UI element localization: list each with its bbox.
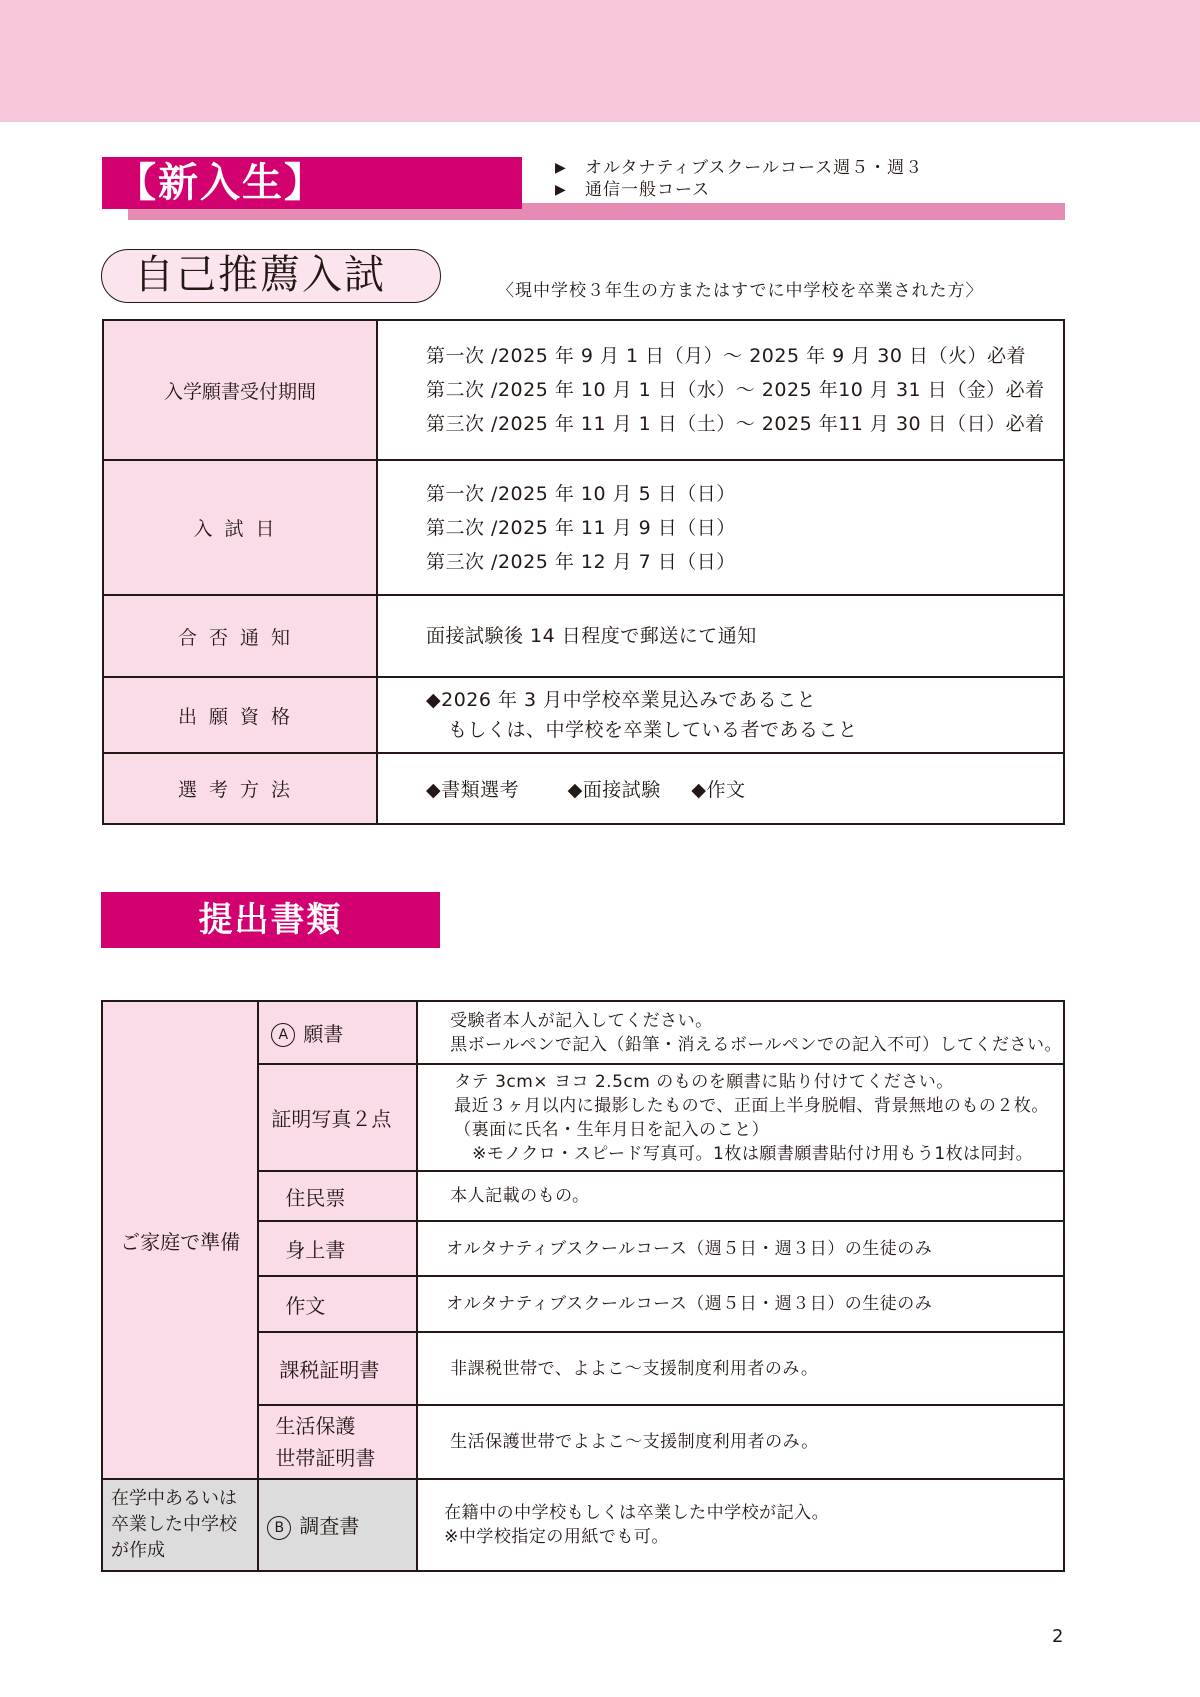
table-row [103,595,1064,677]
doc-name-text: 調査書 [299,1514,360,1539]
section-label-new-students: 【新入生】 [102,157,522,209]
course-name: 通信一般コース [585,180,711,200]
exam-date-line: 第一次 /2025 年 10 月 5 日（日） [426,482,736,505]
doc-desc [417,1479,1064,1571]
doc-name [258,1001,417,1064]
group-home-prepared: ご家庭で準備 [102,1001,258,1479]
row-label: 入学願書受付期間 [103,320,377,460]
triangle-bullet-icon: ▶ [555,182,567,198]
circled-a-icon: A [271,1023,295,1047]
exam-title: 自己推薦入試 [101,249,441,303]
documents-table [101,1000,1065,1572]
exam-date-line: 第三次 /2025 年 12 月 7 日（日） [426,550,736,573]
doc-name: 証明写真２点 [258,1064,417,1171]
table-row [103,753,1064,824]
row-label: 入試日 [103,460,377,595]
doc-desc-line: （裏面に氏名・生年月日を記入のこと） [454,1119,770,1140]
table-row [103,460,1064,595]
application-period-line: 第三次 /2025 年 11 月 1 日（土）〜 2025 年11 月 30 日（日）必着 [426,413,1045,435]
doc-desc-line: 生活保護世帯でよよこ〜支援制度利用者のみ。 [450,1432,819,1452]
doc-name: 住民票 [258,1171,417,1221]
doc-desc-line: 非課税世帯で、よよこ〜支援制度利用者のみ。 [450,1358,819,1379]
doc-desc-line: タテ 3cm× ヨコ 2.5cm のものを願書に貼り付けてください。 [454,1071,954,1092]
course-name: オルタナティブスクールコース週５・週３ [585,158,924,178]
row-content [377,460,1064,595]
application-period-line: 第二次 /2025 年 10 月 1 日（水）〜 2025 年10 月 31 日（金）必着 [426,379,1045,401]
selection-method: ◆書類選考 [426,779,520,801]
table-row [103,320,1064,460]
doc-name: 課税証明書 [258,1332,417,1405]
page-number: 2 [1052,1626,1064,1647]
application-period-line: 第一次 /2025 年 9 月 1 日（月）〜 2025 年 9 月 30 日（火）必着 [426,345,1027,367]
doc-desc-line: 本人記載のもの。 [450,1186,590,1206]
row-content [377,595,1064,677]
row-content [377,677,1064,753]
doc-name: 作文 [258,1276,417,1332]
result-notice-line: 面接試験後 14 日程度で郵送にて通知 [426,625,757,647]
course-list [555,157,923,201]
circled-b-icon: B [267,1516,291,1540]
doc-name-line: 世帯証明書 [275,1446,376,1470]
doc-desc-line: オルタナティブスクールコース（週５日・週３日）の生徒のみ [446,1294,933,1314]
course-item [555,157,923,179]
doc-desc-line: 受験者本人が記入してください。 [450,1010,713,1031]
doc-desc-line: 黒ボールペンで記入（鉛筆・消えるボールペンでの記入不可）してください。 [450,1034,1062,1055]
selection-method: ◆作文 [691,779,746,801]
doc-name: 身上書 [258,1221,417,1276]
doc-desc [417,1221,1064,1276]
top-pink-band [0,0,1200,122]
exam-info-table [102,319,1065,825]
table-row [102,1479,1064,1571]
course-item [555,179,923,201]
doc-desc-line: 最近３ヶ月以内に撮影したもので、正面上半身脱帽、背景無地のもの２枚。 [454,1095,1049,1116]
doc-desc [417,1001,1064,1064]
row-content [377,753,1064,824]
triangle-bullet-icon: ▶ [555,160,567,176]
doc-desc-line: 在籍中の中学校もしくは卒業した中学校が記入。 [444,1503,830,1523]
doc-name-line: 生活保護 [275,1414,356,1438]
doc-desc [417,1332,1064,1405]
doc-name [258,1479,417,1571]
table-row [102,1001,1064,1064]
doc-desc [417,1171,1064,1221]
row-label: 選考方法 [103,753,377,824]
exam-target-note: 〈現中学校３年生の方またはすでに中学校を卒業された方〉 [497,281,984,301]
doc-desc [417,1064,1064,1171]
row-content [377,320,1064,460]
documents-title: 提出書類 [101,892,440,948]
row-label: 合否通知 [103,595,377,677]
doc-desc-line: ※モノクロ・スピード写真可。1枚は願書願書貼付け用もう1枚は同封。 [472,1143,1034,1164]
table-row [103,677,1064,753]
doc-desc-line: ※中学校指定の用紙でも可。 [444,1527,669,1547]
doc-desc-line: オルタナティブスクールコース（週５日・週３日）の生徒のみ [446,1238,933,1259]
eligibility-line: もしくは、中学校を卒業している者であること [448,719,858,741]
doc-name-text: 願書 [303,1021,344,1046]
doc-name [258,1405,417,1479]
selection-method: ◆面接試験 [567,779,661,801]
exam-date-line: 第二次 /2025 年 11 月 9 日（日） [426,516,736,539]
doc-desc [417,1405,1064,1479]
eligibility-line: ◆2026 年 3 月中学校卒業見込みであること [426,689,817,711]
group-school-prepared: 在学中あるいは卒業した中学校が作成 [102,1479,258,1571]
row-label: 出願資格 [103,677,377,753]
doc-desc [417,1276,1064,1332]
